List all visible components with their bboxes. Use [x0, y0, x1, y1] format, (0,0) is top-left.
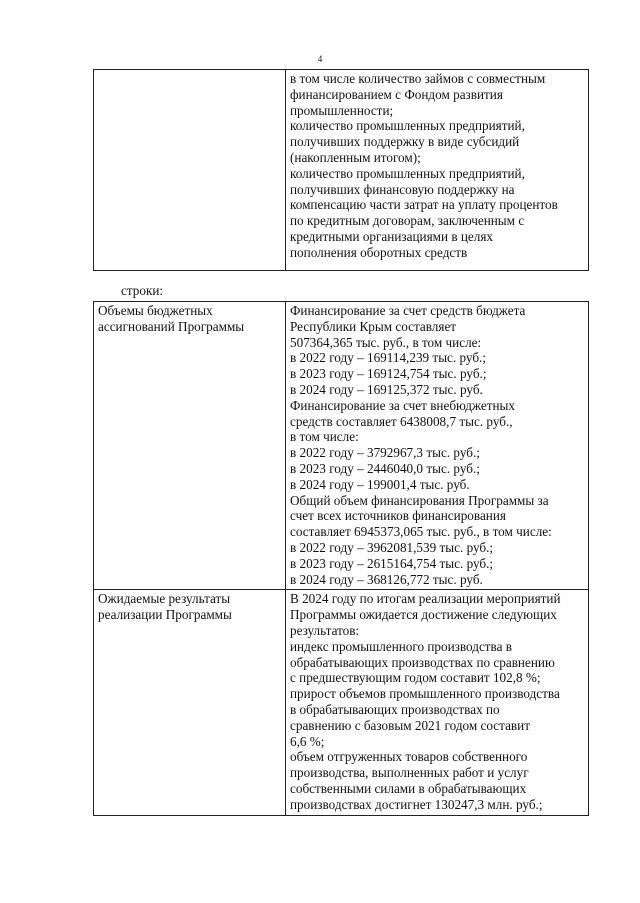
table-cell-label	[94, 302, 286, 590]
text-line: количество промышленных предприятий,	[290, 165, 525, 181]
text-line: в 2023 году – 2615164,754 тыс. руб.;	[290, 555, 494, 571]
text-line: в 2022 году – 169114,239 тыс. руб.;	[290, 350, 487, 366]
text-line: в обрабатывающих производствах по	[290, 701, 500, 717]
text-line: в 2022 году – 3962081,539 тыс. руб.;	[290, 539, 494, 555]
table-row	[94, 590, 589, 815]
continued-table	[93, 69, 589, 271]
text-line: Общий объем финансирования Программы за	[290, 492, 549, 508]
text-line: пополнения оборотных средств	[290, 244, 468, 260]
text-line: Республики Крым составляет	[290, 318, 457, 334]
text-line: с предшествующим годом составит 102,8 %;	[290, 670, 541, 686]
text-line: промышленности;	[290, 102, 394, 118]
text-line: в 2022 году – 3792967,3 тыс. руб.;	[290, 445, 480, 461]
text-line: в 2023 году – 169124,754 тыс. руб.;	[290, 366, 487, 382]
text-line: индекс промышленного производства в	[290, 638, 512, 654]
table-cell-content	[286, 590, 589, 815]
text-line: 6,6 %;	[290, 733, 325, 749]
row-label-line: Объемы бюджетных	[98, 303, 213, 318]
program-passport-table	[93, 301, 589, 816]
text-line: сравнению с базовым 2021 годом составит	[290, 717, 530, 733]
row-label-line: Ожидаемые результаты	[98, 591, 231, 607]
table-cell-content	[286, 70, 589, 271]
text-line: (накопленным итогом);	[290, 149, 421, 165]
text-line: собственными силами в обрабатывающих	[290, 780, 527, 796]
text-line: получивших поддержку в виде субсидий	[290, 134, 520, 150]
text-line: в 2024 году – 199001,4 тыс. руб.	[290, 476, 470, 492]
text-line: кредитными организациями в целях	[290, 228, 494, 244]
text-line: в 2024 году – 169125,372 тыс. руб.	[290, 381, 483, 397]
text-line: Финансирование за счет средств бюджета	[290, 303, 526, 318]
text-line: в 2023 году – 2446040,0 тыс. руб.;	[290, 460, 480, 476]
text-line: производствах достигнет 130247,3 млн. руб.;	[290, 796, 543, 812]
table-row	[94, 302, 589, 590]
text-line: компенсацию части затрат на уплату процентов	[290, 197, 558, 213]
text-line: по кредитным договорам, заключенным с	[290, 213, 525, 229]
text-line: результатов:	[290, 622, 360, 638]
text-line: В 2024 году по итогам реализации мероприятий	[290, 591, 561, 607]
text-line: счет всех источников финансирования	[290, 508, 506, 524]
text-line: Финансирование за счет внебюджетных	[290, 397, 516, 413]
intro-text: строки:	[121, 283, 164, 298]
text-line: получивших финансовую поддержку на	[290, 181, 515, 197]
text-line: производства, выполненных работ и услуг	[290, 765, 529, 781]
table-cell-label	[94, 70, 286, 271]
text-line: количество промышленных предприятий,	[290, 118, 525, 134]
text-line: финансированием с Фондом развития	[290, 86, 503, 102]
text-line: объем отгруженных товаров собственного	[290, 749, 528, 765]
text-line: составляет 6945373,065 тыс. руб., в том числе:	[290, 524, 552, 540]
text-line: Программы ожидается достижение следующих	[290, 607, 557, 623]
row-label-line: ассигнований Программы	[98, 318, 245, 334]
text-line: средств составляет 6438008,7 тыс. руб.,	[290, 413, 513, 429]
text-line: в том числе количество займов с совместным	[290, 71, 546, 86]
table-cell-label	[94, 590, 286, 815]
text-line: 507364,365 тыс. руб., в том числе:	[290, 334, 482, 350]
text-line: в 2024 году – 368126,772 тыс. руб.	[290, 571, 483, 587]
text-line: в том числе:	[290, 429, 359, 445]
page-number: 4	[317, 54, 323, 64]
row-label-line: реализации Программы	[98, 607, 232, 623]
table-cell-content	[286, 302, 589, 590]
text-line: обрабатывающих производствах по сравнению	[290, 654, 555, 670]
table-row	[94, 70, 589, 271]
text-line: прирост объемов промышленного производства	[290, 686, 560, 702]
